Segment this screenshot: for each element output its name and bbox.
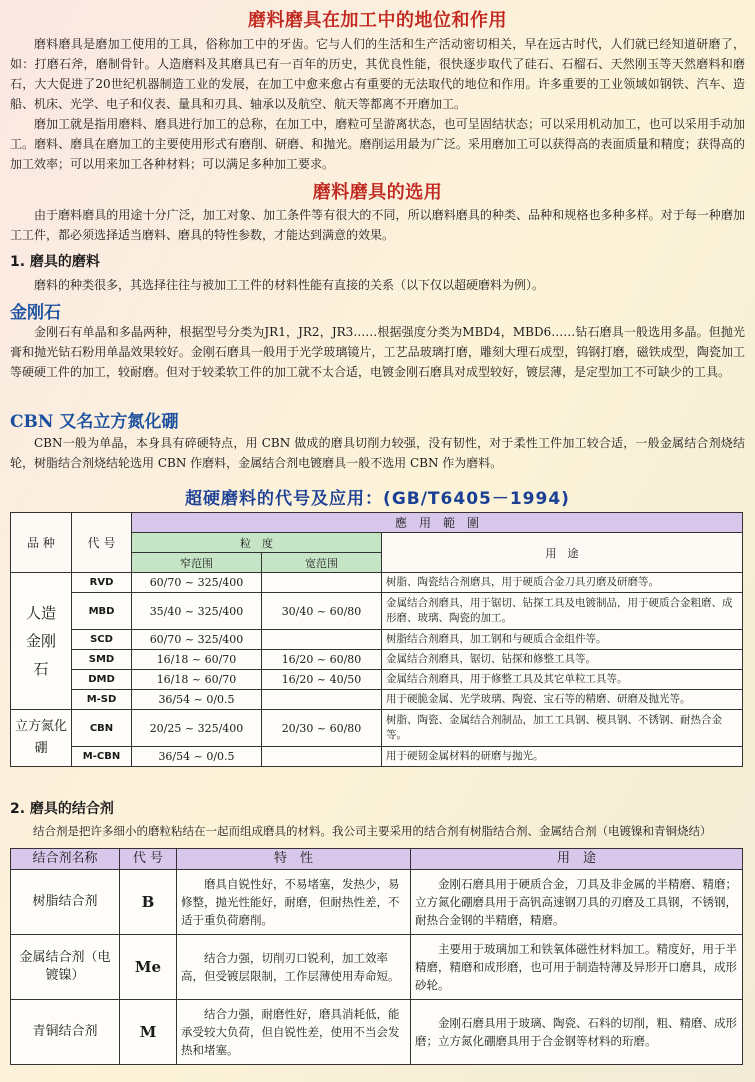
diamond-title: 金刚石 (10, 303, 61, 323)
table-row (11, 670, 743, 690)
wide-cell: 20/30 ~ 60/80 (262, 710, 382, 747)
use-cell: 树脂、陶瓷结合剂磨具，用于硬质合金刀具刃磨及研磨等。 (382, 573, 743, 593)
narrow-cell: 36/54 ~ 0/0.5 (132, 747, 262, 767)
col-code-header: 代 号 (72, 513, 132, 573)
use-cell: 用于硬韧金属材料的研磨与抛光。 (382, 747, 743, 767)
narrow-cell: 60/70 ~ 325/400 (132, 573, 262, 593)
col-variety-header: 品 种 (11, 513, 72, 573)
bond-use-cell: 金刚石磨具用于玻璃、陶瓷、石料的切削，粗、精磨、成形磨；立方氮化硼磨具用于合金钢等材料的珩磨。 (411, 1000, 743, 1065)
bond-name-cell: 树脂结合剂 (11, 870, 120, 935)
table-row (11, 650, 743, 670)
narrow-cell: 20/25 ~ 325/400 (132, 710, 262, 747)
bond-code-cell: M (120, 1000, 177, 1065)
bond-feature-cell: 磨具自锐性好，不易堵塞，发热少，易修整，抛光性能好，耐磨，但耐热性差，不适于重负荷磨削。 (177, 870, 411, 935)
table-row (11, 593, 743, 630)
paragraph-intro-1: 磨料磨具是磨加工使用的工具，俗称加工中的牙齿。它与人们的生活和生产活动密切相关，早在远古时代，人们就已经知道研磨了，如：打磨石斧，磨制骨针。人造磨料及其磨具已有一百年的历史，其优良性能，很快逐步取代了硅石、石榴石、天然刚玉等天然磨料和磨石，大大促进了20世纪机器制造工业的发展，在加工中愈来愈占有重要的无法取代的地位和作用。许多重要的工业领域如钢铁、汽车、造船、机床、光学、电子和仪表、量具和刃具、轴承以及航空、航天等都离不开磨加工。 (10, 37, 745, 111)
code-cell: SMD (72, 650, 132, 670)
bond-use-header: 用 途 (411, 849, 743, 870)
table-row (11, 1000, 743, 1065)
wide-cell: 16/20 ~ 40/50 (262, 670, 382, 690)
paragraph-bond: 结合剂是把许多细小的磨粒粘结在一起而组成磨具的材料。我公司主要采用的结合剂有树脂结合剂、金属结合剂（电镀镍和青铜烧结） (33, 824, 712, 838)
wide-cell: 16/20 ~ 60/80 (262, 650, 382, 670)
wide-cell (262, 630, 382, 650)
bond-table (10, 848, 743, 1065)
code-cell: MBD (72, 593, 132, 630)
table1-title: 超硬磨料的代号及应用：(GB/T6405－1994) (185, 489, 570, 509)
use-cell: 金属结合剂磨具，锯切、钻探和修整工具等。 (382, 650, 743, 670)
use-cell: 金属结合剂磨具，用于锯切、钻探工具及电镀制品，用于硬质合金粗磨、成形磨、玻璃、陶瓷的加工。 (382, 593, 743, 630)
subsection-title-bond: 2. 磨具的结合剂 (10, 801, 114, 817)
use-cell: 金属结合剂磨具，用于修整工具及其它单粒工具等。 (382, 670, 743, 690)
code-cell: DMD (72, 670, 132, 690)
bond-code-cell: B (120, 870, 177, 935)
section-title-selection: 磨料磨具的选用 (312, 182, 443, 203)
bond-code-header: 代 号 (120, 849, 177, 870)
narrow-cell: 36/54 ~ 0/0.5 (132, 690, 262, 710)
code-cell: M-CBN (72, 747, 132, 767)
wide-cell (262, 690, 382, 710)
paragraph-intro-2: 磨加工就是指用磨料、磨具进行加工的总称，在加工中，磨粒可呈游离状态，也可呈固结状态；可以采用机动加工，也可以采用手动加工。磨料、磨具在磨加工的主要使用形式有磨削、研磨、和抛光。磨削运用最为广泛。采用磨加工可以获得高的表面质量和精度；获得高的加工效率；可以用来加工各种材料；可以满足多种加工要求。 (10, 117, 745, 171)
bond-name-cell: 青铜结合剂 (11, 1000, 120, 1065)
use-cell: 用于硬脆金属、光学玻璃、陶瓷、宝石等的精磨、研磨及抛光等。 (382, 690, 743, 710)
narrow-cell: 16/18 ~ 60/70 (132, 670, 262, 690)
use-cell: 树脂、陶瓷、金属结合剂制品，加工工具钢、模具钢、不锈钢、耐热合金等。 (382, 710, 743, 747)
paragraph-cbn: CBN一般为单晶，本身具有碎硬特点，用 CBN 做成的磨具切削力较强，没有韧性，对于柔性工件加工较合适，一般金属结合剂烧结轮，树脂结合剂烧结轮选用 CBN 作磨料，金属结合剂电镀磨具一般不选用 CBN 作为磨料。 (10, 436, 745, 470)
table-row (11, 573, 743, 593)
table-row (11, 690, 743, 710)
group-diamond: 人造金刚石 (11, 573, 72, 710)
wide-cell (262, 573, 382, 593)
col-use-header: 用 途 (382, 533, 743, 573)
table-row (11, 630, 743, 650)
paragraph-diamond: 金刚石有单晶和多晶两种，根据型号分类为JR1，JR2，JR3……根据强度分类为MBD4，MBD6……钻石磨具一般选用多晶。但抛光膏和抛光钻石粉用单晶效果较好。金刚石磨具一般用于光学玻璃镜片，工艺品玻璃打磨，雕刻大理石成型，钨钢打磨，磁铁成型，陶瓷加工等硬硬工件的加工，较耐磨。但对于较柔软工件的加工就不太合适，电镀金刚石磨具对成型较好，镀层薄，是定型加工不可缺少的工具。 (10, 325, 745, 379)
abrasive-code-table (10, 512, 743, 767)
code-cell: CBN (72, 710, 132, 747)
table-row (11, 935, 743, 1000)
paragraph-abrasive: 磨料的种类很多，其选择往往与被加工工件的材料性能有直接的关系（以下仅以超硬磨料为例）。 (34, 278, 545, 292)
group-cbn: 立方氮化硼 (11, 710, 72, 767)
subsection-title-abrasive: 1. 磨具的磨料 (10, 254, 100, 270)
code-cell: SCD (72, 630, 132, 650)
bond-code-cell: Me (120, 935, 177, 1000)
col-narrow-header: 窄范围 (132, 553, 262, 573)
table-row (11, 710, 743, 747)
wide-cell (262, 747, 382, 767)
narrow-cell: 35/40 ~ 325/400 (132, 593, 262, 630)
bond-use-cell: 金刚石磨具用于硬质合金，刀具及非金属的半精磨、精磨；立方氮化硼磨具用于高钒高速钢刀具的刃磨及工具钢，不锈钢，耐热合金钢的半精磨，精磨。 (411, 870, 743, 935)
table-row (11, 747, 743, 767)
narrow-cell: 16/18 ~ 60/70 (132, 650, 262, 670)
section-title-role: 磨料磨具在加工中的地位和作用 (248, 10, 507, 31)
code-cell: RVD (72, 573, 132, 593)
bond-feature-cell: 结合力强，切削刃口锐利，加工效率高，但受镀层限制，工作层薄使用寿命短。 (177, 935, 411, 1000)
bond-name-header: 结合剂名称 (11, 849, 120, 870)
bond-use-cell: 主要用于玻璃加工和铁氧体磁性材料加工。精度好，用于半精磨，精磨和成形磨，也可用于制造特薄及异形开口磨具，成形砂轮。 (411, 935, 743, 1000)
code-cell: M-SD (72, 690, 132, 710)
bond-feature-cell: 结合力强，耐磨性好，磨具消耗低，能承受较大负荷，但自锐性差，使用不当会发热和堵塞。 (177, 1000, 411, 1065)
use-cell: 树脂结合剂磨具，加工钢和与硬质合金组件等。 (382, 630, 743, 650)
narrow-cell: 60/70 ~ 325/400 (132, 630, 262, 650)
col-range-header: 應 用 範 圍 (132, 513, 743, 533)
col-grain-header: 粒 度 (132, 533, 382, 553)
bond-feature-header: 特 性 (177, 849, 411, 870)
wide-cell: 30/40 ~ 60/80 (262, 593, 382, 630)
table-row (11, 870, 743, 935)
col-wide-header: 宽范围 (262, 553, 382, 573)
paragraph-selection: 由于磨料磨具的用途十分广泛，加工对象、加工条件等有很大的不同，所以磨料磨具的种类、品种和规格也多种多样。对于每一种磨加工工件，都必须选择适当磨料、磨具的特性参数，才能达到满意的效果。 (10, 208, 745, 242)
cbn-title: CBN 又名立方氮化硼 (10, 412, 179, 432)
bond-name-cell: 金属结合剂（电镀镍） (11, 935, 120, 1000)
